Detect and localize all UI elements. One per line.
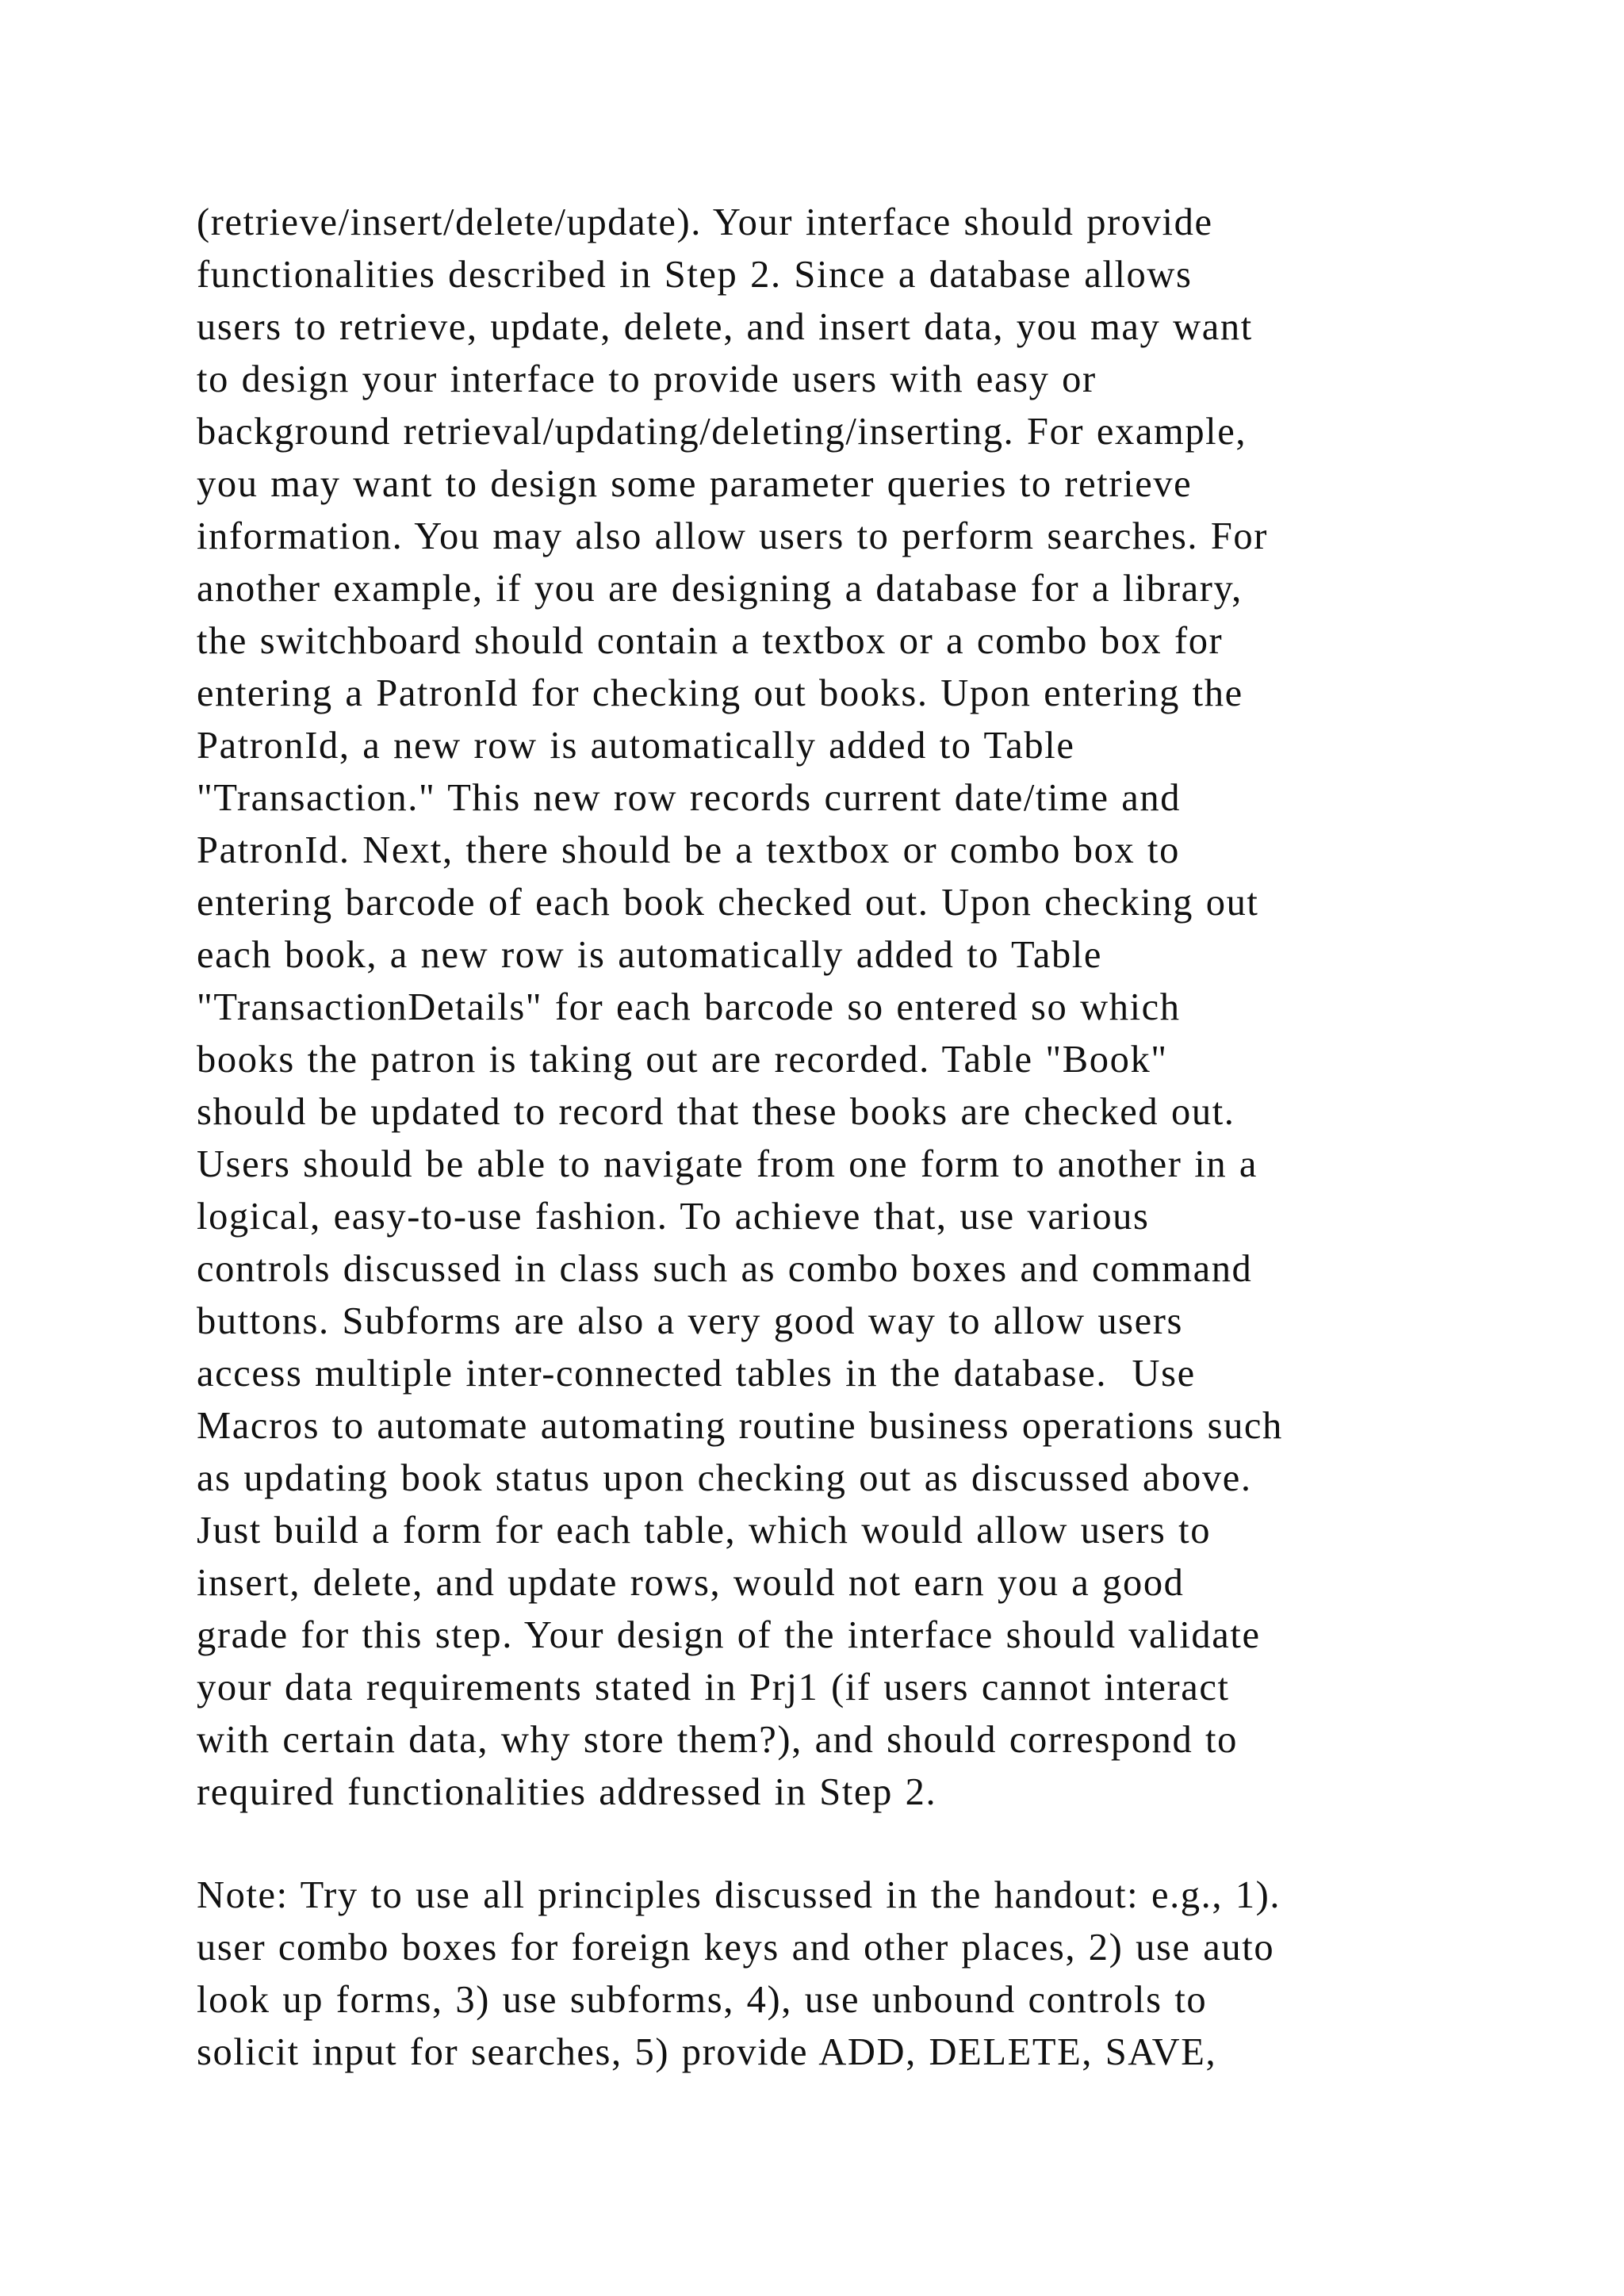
text-line: background retrieval/updating/deleting/inserting. For example, (197, 411, 1247, 453)
text-line: Just build a form for each table, which would allow users to (197, 1510, 1212, 1552)
text-line: functionalities described in Step 2. Since a database allows (197, 254, 1193, 296)
text-line: "TransactionDetails" for each barcode so entered so which (197, 986, 1181, 1028)
text-line: grade for this step. Your design of the interface should validate (197, 1614, 1261, 1656)
text-line: insert, delete, and update rows, would not earn you a good (197, 1562, 1185, 1604)
text-line: "Transaction." This new row records current date/time and (197, 777, 1182, 819)
text-line: should be updated to record that these books are checked out. (197, 1091, 1235, 1133)
text-line: with certain data, why store them?), and should correspond to (197, 1719, 1238, 1761)
text-line: to design your interface to provide users with easy or (197, 358, 1097, 400)
text-line: (retrieve/insert/delete/update). Your interface should provide (197, 201, 1213, 243)
text-line: PatronId. Next, there should be a textbox or combo box to (197, 829, 1180, 871)
text-line: look up forms, 3) use subforms, 4), use unbound controls to (197, 1979, 1208, 2021)
text-line: as updating book status upon checking out as discussed above. (197, 1457, 1252, 1499)
text-line: buttons. Subforms are also a very good way to allow users (197, 1300, 1184, 1342)
text-line: PatronId, a new row is automatically added to Table (197, 725, 1075, 767)
text-line: Users should be able to navigate from one form to another in a (197, 1143, 1258, 1185)
text-line: controls discussed in class such as combo boxes and command (197, 1248, 1253, 1290)
text-line: your data requirements stated in Prj1 (if users cannot interact (197, 1667, 1230, 1709)
text-line: user combo boxes for foreign keys and other places, 2) use auto (197, 1927, 1275, 1969)
text-line: books the patron is taking out are recorded. Table "Book" (197, 1039, 1168, 1081)
text-line: Note: Try to use all principles discussed in the handout: e.g., 1). (197, 1874, 1281, 1916)
text-line: entering a PatronId for checking out books. Upon entering the (197, 672, 1243, 714)
text-line: entering barcode of each book checked out. Upon checking out (197, 882, 1259, 924)
text-line: Macros to automate automating routine business operations such (197, 1405, 1283, 1447)
paragraph-note (197, 1869, 1497, 2079)
text-line: you may want to design some parameter queries to retrieve (197, 463, 1193, 505)
paragraph-interface-requirements (197, 197, 1497, 1819)
text-line: another example, if you are designing a database for a library, (197, 568, 1243, 610)
text-line: logical, easy-to-use fashion. To achieve that, use various (197, 1196, 1150, 1238)
text-line: information. You may also allow users to perform searches. For (197, 515, 1269, 557)
text-line: required functionalities addressed in Step 2. (197, 1771, 937, 1813)
text-line: the switchboard should contain a textbox or a combo box for (197, 620, 1224, 662)
text-line: access multiple inter-connected tables in the database. Use (197, 1353, 1196, 1395)
text-line: each book, a new row is automatically added to Table (197, 934, 1103, 976)
text-line: solicit input for searches, 5) provide ADD, DELETE, SAVE, (197, 2031, 1217, 2073)
text-line: users to retrieve, update, delete, and insert data, you may want (197, 306, 1253, 348)
